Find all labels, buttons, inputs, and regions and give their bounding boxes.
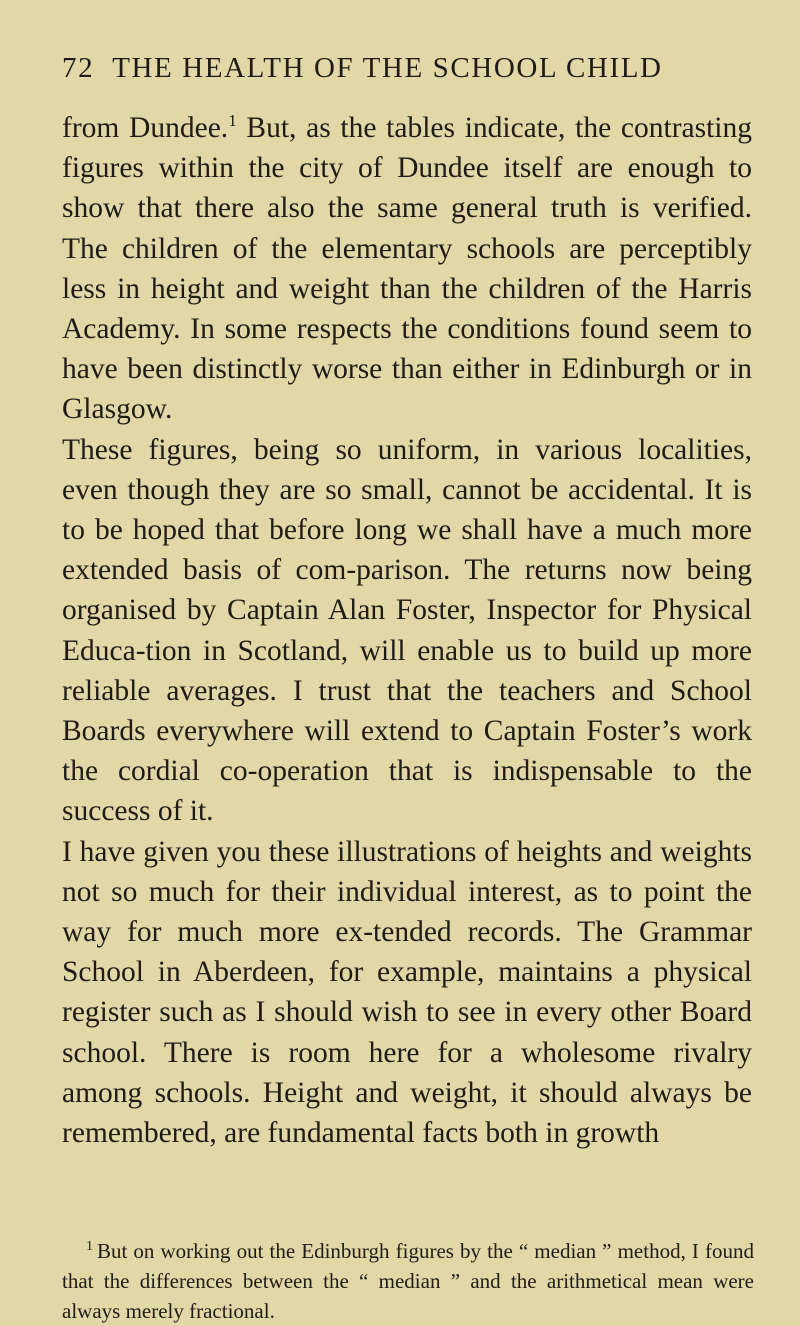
footnote-mark: 1 (86, 1239, 93, 1254)
paragraph-1-start: from Dundee. (62, 112, 229, 144)
body-text (62, 108, 752, 1153)
running-header (62, 52, 752, 85)
footnote-1 (62, 1236, 754, 1326)
running-title: THE HEALTH OF THE SCHOOL CHILD (112, 52, 663, 84)
footnote-text: But on working out the Edinburgh figures by the “ median ” method, I found that the differences between the “ median ” and the arithmetical mean were always merely fractional. (62, 1239, 754, 1323)
footnote-section (62, 1236, 754, 1326)
footnote-reference: 1 (228, 111, 237, 131)
page-number: 72 (62, 52, 95, 84)
paragraph-2: These figures, being so uniform, in various localities, even though they are so small, cannot be accidental. It is to be hoped that before long we shall have a much more extended basis of com-parison. The returns now being organised by Captain Alan Foster, Inspector for Physical Educa-tion in Scotland, will enable us to build up more reliable averages. I trust that the teachers and School Boards everywhere will extend to Captain Foster’s work the cordial co-operation that is indispensable to the success of it. (62, 433, 752, 828)
paragraph-1-rest: But, as the tables indicate, the contrasting figures within the city of Dundee itself are enough to show that there also the same general truth is verified. The children of the elementary schools are perceptibly less in height and weight than the children of the Harris Academy. In some respects the conditions found seem to have been distinctly worse than either in Edinburgh or in Glasgow. (62, 112, 752, 426)
paragraph-1 (62, 108, 752, 430)
paragraph-3: I have given you these illustrations of heights and weights not so much for their individual interest, as to point the way for much more ex-tended records. The Grammar School in Aberdeen, for example, maintains a physical register such as I should wish to see in every other Board school. There is room here for a wholesome rivalry among schools. Height and weight, it should always be remembered, are fundamental facts both in growth (62, 835, 752, 1150)
